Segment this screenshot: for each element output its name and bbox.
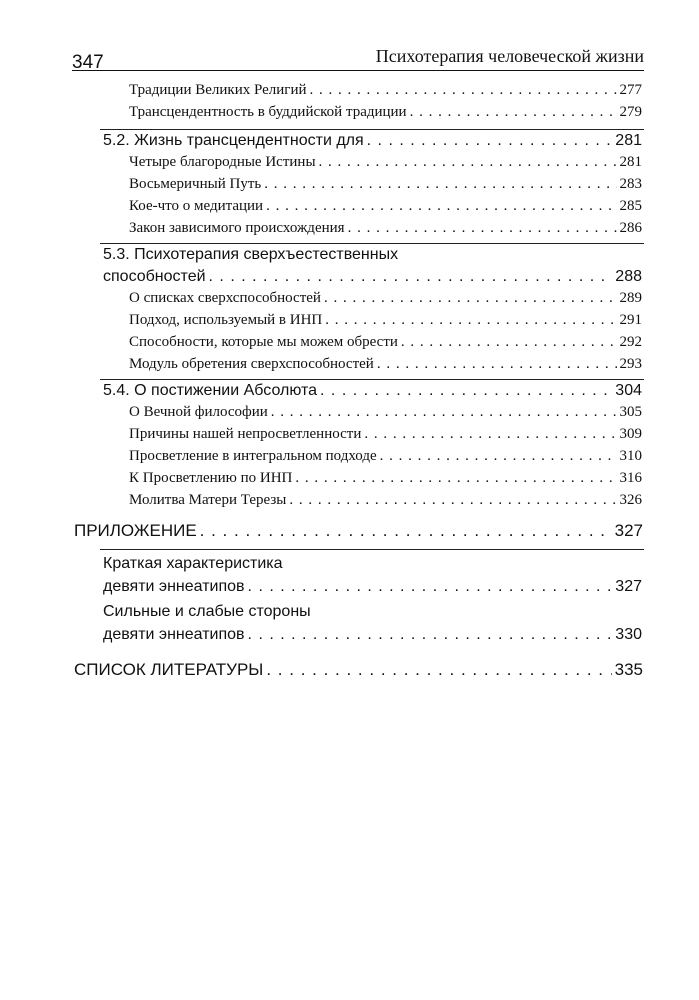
page-number: 347: [72, 52, 104, 73]
dot-leader: [248, 578, 613, 596]
toc-entry-page: 289: [619, 290, 642, 306]
toc-section-title: 5.4. О постижении Абсолюта: [103, 382, 318, 399]
toc-entry: [129, 470, 642, 487]
toc-section-title: девяти эннеатипов: [103, 578, 245, 595]
dot-leader: [248, 626, 613, 644]
dot-leader: [271, 404, 617, 421]
toc-entry: [129, 448, 642, 465]
toc-entry: [129, 404, 642, 421]
dot-leader: [348, 220, 617, 237]
toc-entry-page: 281: [619, 154, 642, 170]
dot-leader: [325, 312, 616, 329]
toc-entry-page: 310: [619, 448, 642, 464]
toc-section: [103, 268, 642, 286]
dot-leader: [367, 132, 613, 150]
toc-entry: [129, 82, 642, 99]
toc-section-page: 330: [615, 626, 642, 643]
dot-leader: [410, 104, 617, 121]
toc-entry-page: 291: [619, 312, 642, 328]
toc-entry: [129, 312, 642, 329]
dot-leader: [324, 290, 617, 307]
toc-entry: [129, 198, 642, 215]
toc-entry: [129, 154, 642, 171]
dot-leader: [310, 82, 617, 99]
toc-section: [103, 382, 642, 400]
dot-leader: [266, 660, 611, 680]
running-title: Психотерапия человеческой жизни: [375, 46, 644, 66]
dot-leader: [266, 198, 616, 215]
toc-section-title: способностей: [103, 268, 206, 285]
toc-entry-page: 309: [619, 426, 642, 442]
toc-entry-title: Причины нашей непросветленности: [129, 426, 362, 442]
toc-entry-title: Закон зависимого происхождения: [129, 220, 345, 236]
toc-entry-title: Подход, используемый в ИНП: [129, 312, 323, 328]
toc-entry-page: 292: [619, 334, 642, 350]
toc-chapter: [74, 521, 643, 541]
dot-leader: [209, 268, 613, 286]
toc-entry: [129, 104, 642, 121]
toc-section-page: 288: [615, 268, 642, 285]
toc-entry-title: О списках сверхспособностей: [129, 290, 321, 306]
toc-section-title-line1: 5.3. Психотерапия сверхъестественных: [103, 246, 399, 263]
toc-entry-page: 326: [619, 492, 642, 508]
dot-leader: [289, 492, 616, 509]
page-header: [72, 44, 644, 71]
dot-leader: [264, 176, 616, 193]
toc-entry-title: Молитва Матери Терезы: [129, 492, 287, 508]
toc-entry-page: 285: [619, 198, 642, 214]
toc-chapter-page: 327: [614, 521, 643, 540]
toc-entry-title: Четыре благородные Истины: [129, 154, 316, 170]
toc-entry: [129, 290, 642, 307]
toc-entry-title: Способности, которые мы можем обрести: [129, 334, 398, 350]
dot-leader: [319, 154, 617, 171]
toc-entry-page: 283: [619, 176, 642, 192]
section-divider: [100, 129, 644, 130]
section-divider: [100, 549, 644, 550]
toc-entry-page: 293: [619, 356, 642, 372]
toc-entry: [129, 334, 642, 351]
toc-entry-title: Восьмеричный Путь: [129, 176, 262, 192]
section-divider: [100, 243, 644, 244]
toc-entry-title: Трансцендентность в буддийской традиции: [129, 104, 407, 120]
toc-entry-title: К Просветлению по ИНП: [129, 470, 293, 486]
toc-section-title: девяти эннеатипов: [103, 626, 245, 643]
toc-entry: [129, 220, 642, 237]
dot-leader: [320, 382, 612, 400]
toc-section-title-line1: Сильные и слабые стороны: [103, 603, 311, 620]
toc-chapter-title: ПРИЛОЖЕНИЕ: [74, 521, 197, 540]
toc-section: [103, 132, 642, 150]
toc-entry-title: Традиции Великих Религий: [129, 82, 307, 98]
toc-section-page: 304: [615, 382, 642, 399]
dot-leader: [377, 356, 617, 373]
toc-entry-title: Кое-что о медитации: [129, 198, 264, 214]
toc-entry-page: 279: [619, 104, 642, 120]
toc-chapter-page: 335: [614, 660, 643, 679]
toc-entry-page: 286: [619, 220, 642, 236]
toc-entry: [129, 426, 642, 443]
toc-section: [103, 578, 642, 596]
toc-chapter: [74, 660, 643, 680]
toc-section-title-line1: Краткая характеристика: [103, 555, 283, 572]
toc-entry-title: Просветление в интегральном подходе: [129, 448, 377, 464]
toc-entry: [129, 492, 642, 509]
toc-entry: [129, 176, 642, 193]
toc-entry-title: О Вечной философии: [129, 404, 268, 420]
toc-entry: [129, 356, 642, 373]
dot-leader: [380, 448, 617, 465]
toc-entry-page: 277: [619, 82, 642, 98]
toc-section-page: 327: [615, 578, 642, 595]
toc-section-title: 5.2. Жизнь трансцендентности для: [103, 132, 364, 149]
dot-leader: [200, 521, 612, 541]
dot-leader: [401, 334, 617, 351]
dot-leader: [295, 470, 616, 487]
toc-section-page: 281: [615, 132, 642, 149]
toc-section: [103, 626, 642, 644]
toc-entry-page: 316: [619, 470, 642, 486]
section-divider: [100, 379, 644, 380]
toc-chapter-title: СПИСОК ЛИТЕРАТУРЫ: [74, 660, 264, 679]
toc-entry-title: Модуль обретения сверхспособностей: [129, 356, 374, 372]
toc-entry-page: 305: [619, 404, 642, 420]
dot-leader: [364, 426, 616, 443]
